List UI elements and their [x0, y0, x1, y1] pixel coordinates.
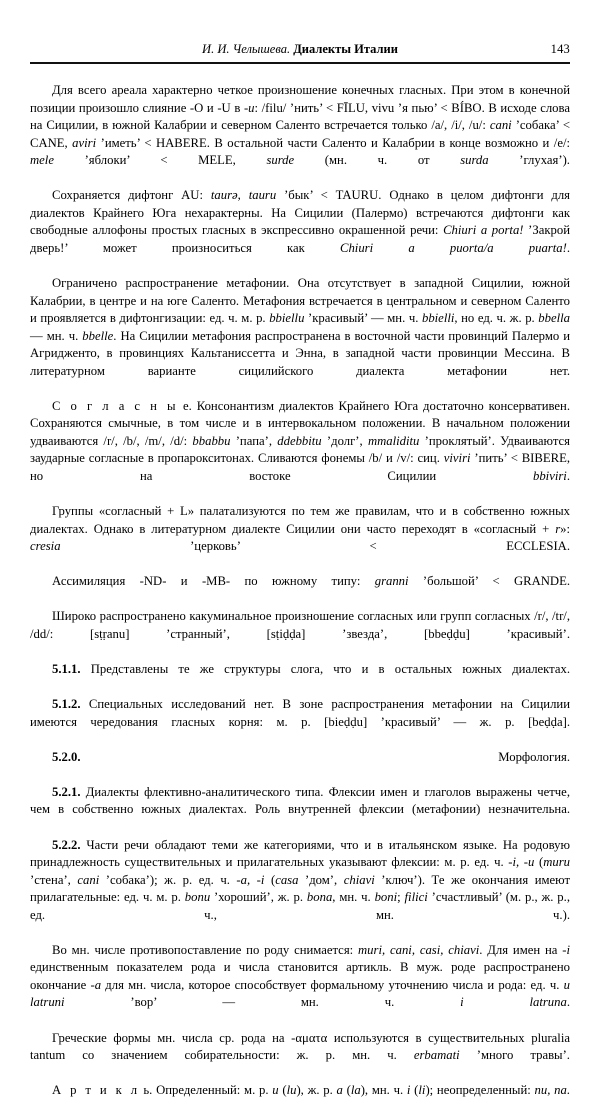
paragraph: А р т и к л ь. Определенный: м. р. u (lu), ж. р. a (la), мн. ч. i (li); неопределенный: nu, na. — [52, 1083, 570, 1098]
body-text — [30, 82, 570, 1117]
paragraph: С о г л а с н ы е. Консонантизм диалектов Крайнего Юга достаточно консервативен. Сохраняются смычные, в том числе и в интервокальном положении. В начальном положении удваиваются /r/, /b/, /m/, /d/: bbabbu ’папа’, ddebbitu ’долг’, mmaliditu ’проклятый’. Удваиваются заударные согласные в пропарокситонах. Сливаются фонемы /b/ и /v/: сиц. viviri ’пить’ < BIBERE, но на востоке Сицилии bbiviri. — [30, 398, 571, 484]
paragraph: Ограничено распространение метафонии. Она отсутствует в западной Сицилии, южной Калабрии, в центре и на юге Саленто. Метафония встречается в центральном и северном Саленто и проявляется в дифтонгизации: ед. ч. м. р. bbiellu ’красивый’ — мн. ч. bbielli, но ед. ч. ж. р. bbella — мн. ч. bbelle. На Сицилии метафония распространена в восточной части провинций Палермо и Агридженто, в провинциях Кальтаниссетта и Энна, в западной части провинции Мессина. В литературном варианте сицилийского диалекта метафонии нет. — [30, 276, 571, 378]
paragraph: Группы «согласный + L» палатализуются по тем же правилам, что и в собственно южных диалектах. Однако в литературном диалекте Сицилии они часто переходят в «согласный + r»: cresia ’церковь’ < ECCLESIA. — [30, 504, 570, 554]
paragraph: Сохраняется дифтонг AU: taurə, tauru ’бык’ < TAURU. Однако в целом дифтонги для диалектов Крайнего Юга нехарактерны. На Сицилии (Палермо) встречаются дифтонги как свободные аллофоны простых гласных в экспрессивно окрашенной речи: Chiuri a porta! ’Закрой дверь!’ может произноситься как Chiuri a puorta/a puarta!. — [30, 188, 571, 255]
paragraph: 5.2.2. Части речи обладают теми же категориями, что и в итальянском языке. На родовую принадлежность существительных и прилагательных указывают флексии: м. р. ед. ч. -i, -u (muru ’стена’, cani ’собака’); ж. р. ед. ч. -a, -i (casa ’дом’, chiavi ’ключ’). Те же окончания имеют прилагательные: ед. ч. м. р. bonu ’хороший’, ж. р. bona, мн. ч. boni; filici ’счастливый’ (м. р., ж. р., ед. ч., мн. ч.). — [30, 837, 570, 922]
page-number: 143 — [550, 42, 570, 56]
paragraph: 5.2.0. Морфология. — [52, 749, 570, 764]
paragraph: 5.1.2. Специальных исследований нет. В зоне распространения метафонии на Сицилии имеются чередования гласных корня: м. р. [bieḍḍu] ’красивый’ — ж. р. [beḍḍa]. — [30, 697, 570, 729]
running-head — [30, 42, 570, 57]
paragraph: Ассимиляция -ND- и -MB- по южному типу: granni ’большой’ < GRANDE. — [52, 574, 570, 589]
page-header — [30, 42, 570, 60]
paragraph: Широко распространено какуминальное произношение согласных или групп согласных /r/, /tr/, /dd/: [sṭṛanu] ’странный’, [sṭiḍḍa] ’звезда’, [bbeḍḍu] ’красивый’. — [30, 609, 570, 641]
paragraph: 5.2.1. Диалекты флективно-аналитического типа. Флексии имен и глаголов выражены четче, чем в собственно южных диалектах. Роль внутренней флексии (метафонии) незначительна. — [30, 784, 570, 817]
paragraph: Греческие формы мн. числа ср. рода на -αματα используются в существительных pluralia tantum со значением собирательности: ж. р. мн. ч. erbamati ’много травы’. — [30, 1030, 570, 1063]
header-rule — [30, 62, 570, 64]
running-head-author: И. И. Челышева. — [202, 42, 291, 56]
paragraph: 5.1.1. Представлены те же структуры слога, что и в остальных южных диалектах. — [52, 662, 570, 677]
paragraph: Для всего ареала характерно четкое произношение конечных гласных. При этом в конечной позиции произошло слияние -O и -U в -u: /filu/ ’нить’ < FĪLU, vivu ’я пью’ < BÍBO. В исходе слова на Сицилии, в южной Калабрии и северном Саленто встречается только /a/, /i/, /u/: cani ’собака’ < CANE, aviri ’иметь’ < HABERE. В остальной части Саленто и Калабрии в конце возможно и /e/: mele ’яблоки’ < MELE, surde (мн. ч. от surda ’глухая’). — [30, 83, 571, 168]
running-head-title: Диалекты Италии — [293, 42, 398, 56]
paragraph: Во мн. числе противопоставление по роду снимается: muri, cani, casi, chiavi. Для имен на -i единственным показателем рода и числа становится артикль. В муж. роде распространено окончание -a для мн. числа, которое способствует формальному уточнению числа и рода: ед. ч. u latruni ’вор’ — мн. ч. i latruna. — [30, 942, 570, 1010]
